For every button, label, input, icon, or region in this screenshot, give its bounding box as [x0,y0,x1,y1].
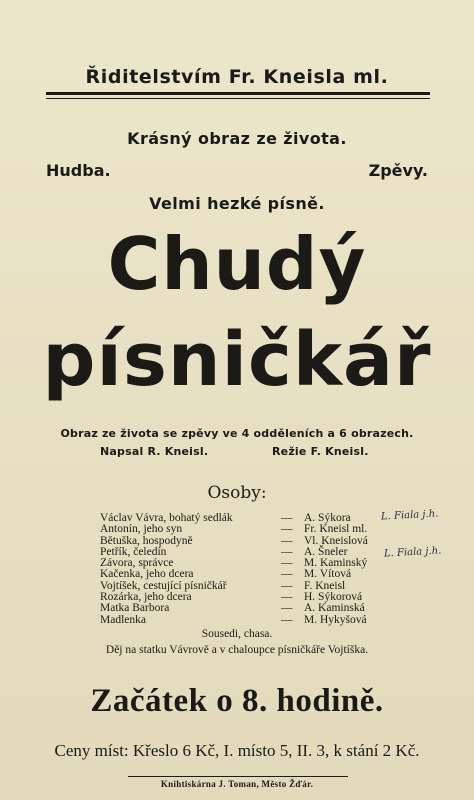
cast-actor: Fr. Kneisl ml. [304,523,368,536]
cast-dash: — [281,557,293,570]
cast-role: Madlenka [100,613,146,626]
handwritten-note: L. Fiala j.h. [380,508,439,523]
cast-list [100,513,400,626]
cast-role: Kačenka, jeho dcera [100,568,194,581]
cast-row [100,603,400,614]
cast-actor: H. Sýkorová [304,591,363,604]
cast-actor: M. Kaminský [304,557,368,570]
cast-dash: — [281,568,293,581]
header-rule-thin [46,98,430,99]
cast-role: Antonín, jeho syn [100,523,183,536]
songs-label: Zpěvy. [368,161,428,180]
play-subtitle: Obraz ze života se zpěvy ve 4 odděleních a 6 obrazech. [60,427,414,440]
cast-actor: Vl. Kneislová [304,534,368,547]
play-title-line-1: Chudý [107,222,367,306]
cast-actor: F. Kneisl [304,579,346,592]
cast-dash: — [281,579,293,592]
cast-actor: A. Šneler [304,545,348,558]
cast-dash: — [281,512,293,524]
start-time: Začátek o 8. hodině. [90,683,384,719]
cast-actor: M. Vítová [304,568,352,581]
tagline: Krásný obraz ze života. [127,129,347,148]
cast-heading: Osoby: [207,483,267,503]
cast-dash: — [281,545,293,558]
cast-role: Rozárka, jeho dcera [100,591,192,604]
cast-dash: — [281,534,293,547]
nice-songs-line: Velmi hezké písně. [149,194,325,213]
handwritten-note: L. Fiala j.h. [383,545,442,560]
ticket-prices: Ceny míst: Křeslo 6 Kč, I. místo 5, II. 3, k stání 2 Kč. [54,741,420,760]
header-rule-thick [46,92,430,95]
printer-imprint: Knihtiskárna J. Toman, Město Žďár. [160,779,314,789]
cast-role: Petřík, čeledín [100,545,167,558]
cast-role: Václav Vávra, bohatý sedlák [100,512,233,524]
printer-rule [128,776,348,777]
cast-role: Bětuška, hospodyně [100,534,193,547]
cast-row [100,524,400,535]
management-line: Řiditelstvím Fr. Kneisla ml. [85,66,389,88]
cast-dash: — [281,523,293,536]
author-credit: Napsal R. Kneisl. [100,445,209,458]
play-title-line-2: písničkář [42,317,432,403]
cast-role: Závora, správce [100,557,174,570]
cast-actor: A. Sýkora [304,512,351,524]
extras-line: Sousedi, chasa. [201,628,273,640]
cast-role: Matka Barbora [100,602,170,615]
cast-dash: — [281,591,293,604]
cast-dash: — [281,602,293,615]
music-label: Hudba. [46,161,111,180]
setting-line: Děj na statku Vávrově a v chaloupce písničkáře Vojtíška. [105,644,369,656]
cast-row [100,615,400,626]
cast-actor: A. Kaminská [304,602,365,615]
cast-role: Vojtíšek, cestující písničkář [100,579,227,592]
cast-dash: — [281,613,293,626]
cast-actor: M. Hykyšová [304,613,367,626]
director-credit: Režie F. Kneisl. [272,445,369,458]
